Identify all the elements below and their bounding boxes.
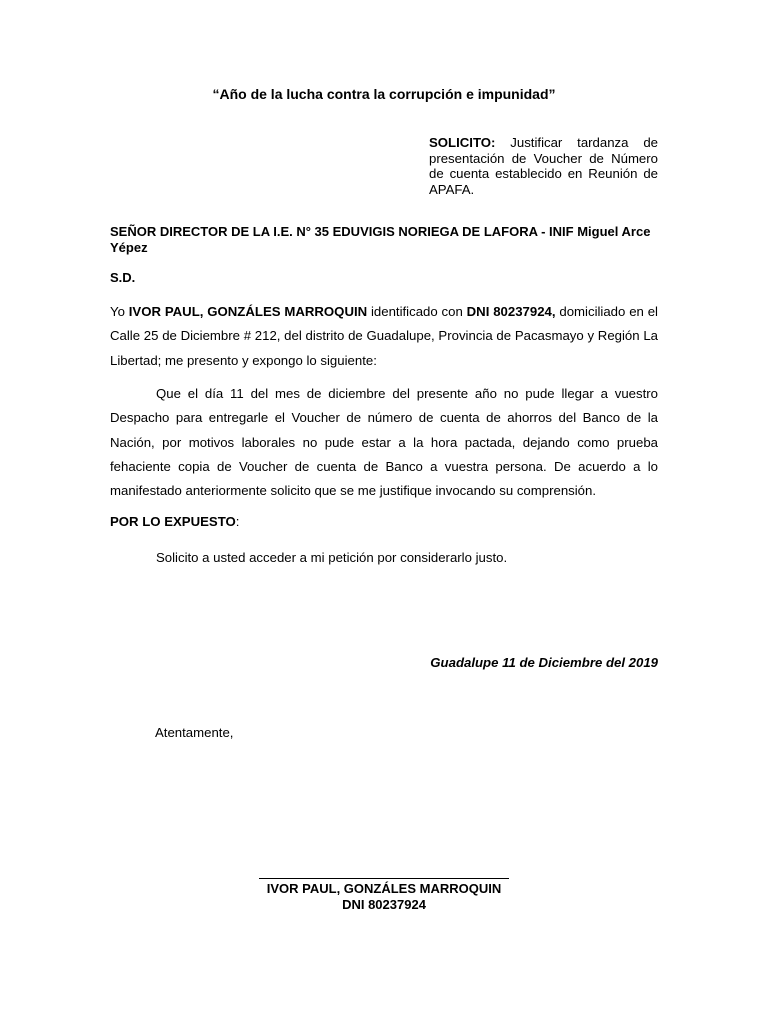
intro-yo: Yo <box>110 304 129 319</box>
intro-rest: domiciliado en el Calle 25 de Diciembre # 212, del distrito de Guadalupe, Provincia de Pacasmayo y Región La Libertad; me presento y expongo lo siguiente: <box>110 304 658 368</box>
petition-line: Solicito a usted acceder a mi petición por considerarlo justo. <box>156 550 508 565</box>
year-title: “Año de la lucha contra la corrupción e impunidad” <box>212 86 556 102</box>
intro-dni: DNI 80237924, <box>466 304 556 319</box>
salutation-sd: S.D. <box>110 270 136 285</box>
solicito-block <box>429 135 658 197</box>
date-line: Guadalupe 11 de Diciembre del 2019 <box>430 655 658 670</box>
addressee: SEÑOR DIRECTOR DE LA I.E. N° 35 EDUVIGIS NORIEGA DE LAFORA - INIF Miguel Arce Yépez <box>110 224 651 255</box>
intro-name: IVOR PAUL, GONZÁLES MARROQUIN <box>128 304 368 319</box>
solicito-text: Justificar tardanza de presentación de Voucher de Número de cuenta establecido en Reunión de APAFA. <box>429 135 658 197</box>
por-lo-expuesto-heading <box>110 513 239 531</box>
signature-name: IVOR PAUL, GONZÁLES MARROQUIN <box>266 881 502 896</box>
paragraph-introduction <box>110 300 658 373</box>
signature-dni: DNI 80237924 <box>342 897 426 912</box>
closing-text: Atentamente, <box>155 725 234 740</box>
paragraph-explanation: Que el día 11 del mes de diciembre del presente año no pude llegar a vuestro Despacho para entregarle el Voucher de número de cuenta de ahorros del Banco de la Nación, por motivos laborales no pude estar a la hora pactada, dejando como prueba fehaciente copia de Voucher de cuenta de Banco a vuestra persona. De acuerdo a lo manifestado anteriormente solicito que se me justifique invocando su comprensión. <box>110 386 658 499</box>
intro-identificado: identificado con <box>367 304 467 319</box>
signature-line <box>259 878 509 879</box>
por-lo-expuesto-colon: : <box>235 514 240 529</box>
por-lo-expuesto-label: POR LO EXPUESTO <box>110 514 236 529</box>
solicito-label: SOLICITO: <box>429 135 496 150</box>
